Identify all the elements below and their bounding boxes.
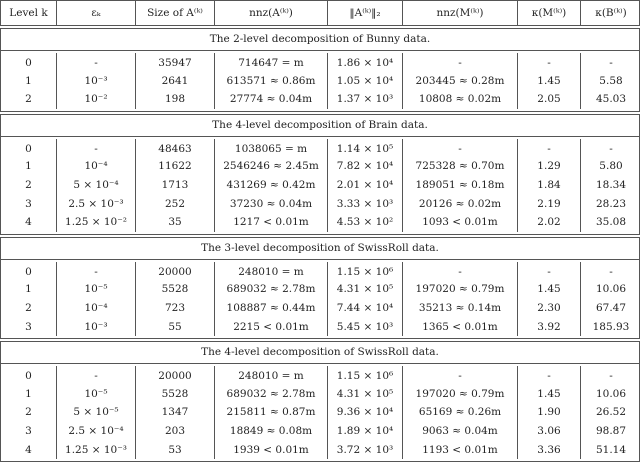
cell-level: 4 — [1, 441, 57, 460]
cell-level: 0 — [1, 53, 57, 72]
cell-epsilon: 10⁻² — [57, 90, 136, 109]
table-row — [1, 280, 639, 299]
cell-kappa-b: 5.58 — [599, 74, 623, 87]
cell-kappa-m: 1.45 — [518, 280, 581, 299]
cell-epsilon: - — [57, 262, 136, 281]
cell-size: 203 — [136, 422, 215, 441]
table-row — [1, 403, 639, 422]
cell-kappa-b: 98.87 — [595, 424, 627, 437]
cell-nnz-m: - — [403, 139, 518, 158]
cell-size: 53 — [136, 441, 215, 460]
cell-epsilon: - — [57, 53, 136, 72]
table-row — [1, 299, 639, 318]
cell-norm-a: 1.15 × 10⁶ — [328, 262, 403, 281]
cell-norm-a: 3.72 × 10³ — [328, 441, 403, 460]
cell-size: 1347 — [136, 403, 215, 422]
cell-level: 0 — [1, 366, 57, 385]
cell-size: 198 — [136, 90, 215, 109]
cell-kappa-m: 3.36 — [518, 441, 581, 460]
cell-nnz-m: - — [403, 53, 518, 72]
cell-nnz-a: 215811 ≈ 0.87m — [215, 403, 328, 422]
cell-level: 2 — [1, 299, 57, 318]
section-body — [1, 364, 639, 461]
cell-norm-a: 1.37 × 10³ — [328, 90, 403, 109]
cell-nnz-a: 431269 ≈ 0.42m — [215, 176, 328, 195]
cell-epsilon: 1.25 × 10⁻³ — [57, 441, 136, 460]
cell-norm-a: 1.15 × 10⁶ — [328, 366, 403, 385]
cell-kappa-b: - — [609, 142, 613, 155]
cell-nnz-m: 10808 ≈ 0.02m — [403, 90, 518, 109]
cell-kappa-b: - — [609, 57, 613, 69]
cell-kappa-b: 18.34 — [595, 178, 627, 191]
table-row — [1, 90, 639, 109]
cell-nnz-m: 35213 ≈ 0.14m — [403, 299, 518, 318]
cell-epsilon: 10⁻³ — [57, 72, 136, 91]
cell-level: 3 — [1, 422, 57, 441]
cell-kappa-m: 1.29 — [518, 157, 581, 176]
section-title: The 4-level decomposition of Brain data. — [1, 115, 639, 137]
section-body — [1, 137, 639, 234]
cell-level: 0 — [1, 139, 57, 158]
table-row — [1, 262, 639, 281]
cell-nnz-m: 1365 < 0.01m — [403, 318, 518, 337]
cell-nnz-m: 197020 ≈ 0.79m — [403, 280, 518, 299]
cell-nnz-a: 714647 = m — [215, 53, 328, 72]
cell-kappa-m: 3.06 — [518, 422, 581, 441]
cell-epsilon: - — [57, 366, 136, 385]
cell-nnz-m: 1193 < 0.01m — [403, 441, 518, 460]
table-section — [0, 341, 640, 462]
cell-size: 35947 — [136, 53, 215, 72]
cell-nnz-m: 189051 ≈ 0.18m — [403, 176, 518, 195]
cell-epsilon: 5 × 10⁻⁵ — [57, 403, 136, 422]
header-epsilon: εₖ — [57, 1, 136, 25]
cell-nnz-a: 248010 = m — [215, 262, 328, 281]
cell-kappa-b: 51.14 — [595, 443, 627, 456]
cell-nnz-a: 108887 ≈ 0.44m — [215, 299, 328, 318]
cell-kappa-b: 10.06 — [595, 387, 627, 400]
cell-level: 0 — [1, 262, 57, 281]
cell-nnz-a: 27774 ≈ 0.04m — [215, 90, 328, 109]
cell-norm-a: 1.86 × 10⁴ — [328, 53, 403, 72]
table-section — [0, 237, 640, 339]
cell-kappa-b: 28.23 — [595, 197, 627, 210]
cell-size: 20000 — [136, 262, 215, 281]
cell-nnz-m: 9063 ≈ 0.04m — [403, 422, 518, 441]
cell-epsilon: 10⁻⁵ — [57, 280, 136, 299]
section-title: The 3-level decomposition of SwissRoll data. — [1, 238, 639, 260]
cell-nnz-m: - — [403, 366, 518, 385]
cell-kappa-b: 10.06 — [595, 283, 627, 296]
cell-kappa-b: - — [609, 265, 613, 278]
cell-kappa-m: 1.45 — [518, 72, 581, 91]
cell-size: 48463 — [136, 139, 215, 158]
table-row — [1, 72, 639, 91]
cell-norm-a: 4.53 × 10² — [328, 213, 403, 232]
cell-epsilon: 2.5 × 10⁻⁴ — [57, 422, 136, 441]
cell-kappa-b: - — [609, 370, 613, 383]
cell-nnz-a: 689032 ≈ 2.78m — [215, 385, 328, 404]
cell-nnz-a: 2546246 ≈ 2.45m — [215, 157, 328, 176]
cell-size: 1713 — [136, 176, 215, 195]
cell-epsilon: 10⁻⁵ — [57, 385, 136, 404]
table-row — [1, 366, 639, 385]
cell-norm-a: 1.14 × 10⁵ — [328, 139, 403, 158]
cell-size: 5528 — [136, 280, 215, 299]
cell-kappa-m: 3.92 — [518, 318, 581, 337]
cell-kappa-m: - — [518, 139, 581, 158]
cell-nnz-a: 689032 ≈ 2.78m — [215, 280, 328, 299]
cell-norm-a: 2.01 × 10⁴ — [328, 176, 403, 195]
cell-norm-a: 5.45 × 10³ — [328, 318, 403, 337]
header-nnz-m: nnz(M⁽ᵏ⁾) — [403, 1, 518, 25]
cell-epsilon: 2.5 × 10⁻³ — [57, 195, 136, 214]
header-nnz-a: nnz(A⁽ᵏ⁾) — [215, 1, 328, 25]
table-row — [1, 213, 639, 232]
cell-nnz-m: 1093 < 0.01m — [403, 213, 518, 232]
cell-size: 252 — [136, 195, 215, 214]
cell-epsilon: 10⁻⁴ — [57, 157, 136, 176]
cell-epsilon: 1.25 × 10⁻² — [57, 213, 136, 232]
header-size: Size of A⁽ᵏ⁾ — [136, 1, 215, 25]
section-body — [1, 51, 639, 111]
cell-epsilon: - — [57, 139, 136, 158]
section-body — [1, 260, 639, 338]
cell-norm-a: 3.33 × 10³ — [328, 195, 403, 214]
cell-level: 3 — [1, 195, 57, 214]
cell-kappa-m: 2.05 — [518, 90, 581, 109]
cell-kappa-b: 5.80 — [599, 160, 623, 173]
cell-nnz-a: 248010 = m — [215, 366, 328, 385]
cell-norm-a: 4.31 × 10⁵ — [328, 385, 403, 404]
table-section — [0, 114, 640, 235]
cell-epsilon: 10⁻³ — [57, 318, 136, 337]
cell-kappa-m: 1.84 — [518, 176, 581, 195]
cell-level: 2 — [1, 176, 57, 195]
cell-size: 2641 — [136, 72, 215, 91]
cell-level: 1 — [1, 385, 57, 404]
cell-size: 55 — [136, 318, 215, 337]
cell-kappa-m: - — [518, 53, 581, 72]
cell-level: 2 — [1, 403, 57, 422]
table-row — [1, 441, 639, 460]
cell-nnz-m: 197020 ≈ 0.79m — [403, 385, 518, 404]
cell-kappa-m: 2.19 — [518, 195, 581, 214]
cell-kappa-b: 67.47 — [595, 301, 627, 314]
cell-nnz-m: - — [403, 262, 518, 281]
cell-size: 723 — [136, 299, 215, 318]
table-row — [1, 385, 639, 404]
cell-size: 35 — [136, 213, 215, 232]
cell-kappa-b: 185.93 — [592, 320, 630, 333]
table-row — [1, 195, 639, 214]
table-row — [1, 53, 639, 72]
cell-nnz-m: 65169 ≈ 0.26m — [403, 403, 518, 422]
table-section — [0, 28, 640, 112]
cell-level: 1 — [1, 280, 57, 299]
cell-nnz-a: 2215 < 0.01m — [215, 318, 328, 337]
table-header — [0, 0, 640, 26]
cell-level: 2 — [1, 90, 57, 109]
cell-nnz-m: 725328 ≈ 0.70m — [403, 157, 518, 176]
table-row — [1, 157, 639, 176]
cell-nnz-a: 1038065 = m — [215, 139, 328, 158]
cell-epsilon: 5 × 10⁻⁴ — [57, 176, 136, 195]
cell-kappa-b: 35.08 — [595, 216, 627, 229]
cell-nnz-a: 1939 < 0.01m — [215, 441, 328, 460]
cell-norm-a: 7.44 × 10⁴ — [328, 299, 403, 318]
header-kappa-b: κ(B⁽ᵏ⁾) — [595, 7, 627, 19]
cell-kappa-m: 2.30 — [518, 299, 581, 318]
cell-level: 1 — [1, 157, 57, 176]
table-sections — [0, 28, 640, 462]
cell-kappa-m: 1.45 — [518, 385, 581, 404]
cell-size: 5528 — [136, 385, 215, 404]
cell-nnz-m: 203445 ≈ 0.28m — [403, 72, 518, 91]
table-row — [1, 318, 639, 337]
cell-kappa-m: 1.90 — [518, 403, 581, 422]
cell-level: 4 — [1, 213, 57, 232]
header-level: Level k — [1, 1, 57, 25]
cell-nnz-m: 20126 ≈ 0.02m — [403, 195, 518, 214]
cell-level: 3 — [1, 318, 57, 337]
cell-norm-a: 1.05 × 10⁴ — [328, 72, 403, 91]
section-title: The 2-level decomposition of Bunny data. — [1, 29, 639, 51]
cell-kappa-b: 45.03 — [595, 93, 627, 106]
header-kappa-m: κ(M⁽ᵏ⁾) — [518, 1, 581, 25]
cell-nnz-a: 18849 ≈ 0.08m — [215, 422, 328, 441]
cell-level: 1 — [1, 72, 57, 91]
cell-norm-a: 1.89 × 10⁴ — [328, 422, 403, 441]
cell-nnz-a: 613571 ≈ 0.86m — [215, 72, 328, 91]
cell-kappa-m: - — [518, 262, 581, 281]
cell-kappa-m: 2.02 — [518, 213, 581, 232]
table-row — [1, 139, 639, 158]
cell-size: 11622 — [136, 157, 215, 176]
cell-norm-a: 9.36 × 10⁴ — [328, 403, 403, 422]
cell-nnz-a: 37230 ≈ 0.04m — [215, 195, 328, 214]
cell-kappa-b: 26.52 — [595, 406, 627, 419]
table-row — [1, 422, 639, 441]
cell-kappa-m: - — [518, 366, 581, 385]
table-row — [1, 176, 639, 195]
cell-nnz-a: 1217 < 0.01m — [215, 213, 328, 232]
cell-epsilon: 10⁻⁴ — [57, 299, 136, 318]
cell-norm-a: 7.82 × 10⁴ — [328, 157, 403, 176]
header-norm-a: ‖A⁽ᵏ⁾‖₂ — [328, 1, 403, 25]
cell-norm-a: 4.31 × 10⁵ — [328, 280, 403, 299]
cell-size: 20000 — [136, 366, 215, 385]
section-title: The 4-level decomposition of SwissRoll data. — [1, 342, 639, 364]
